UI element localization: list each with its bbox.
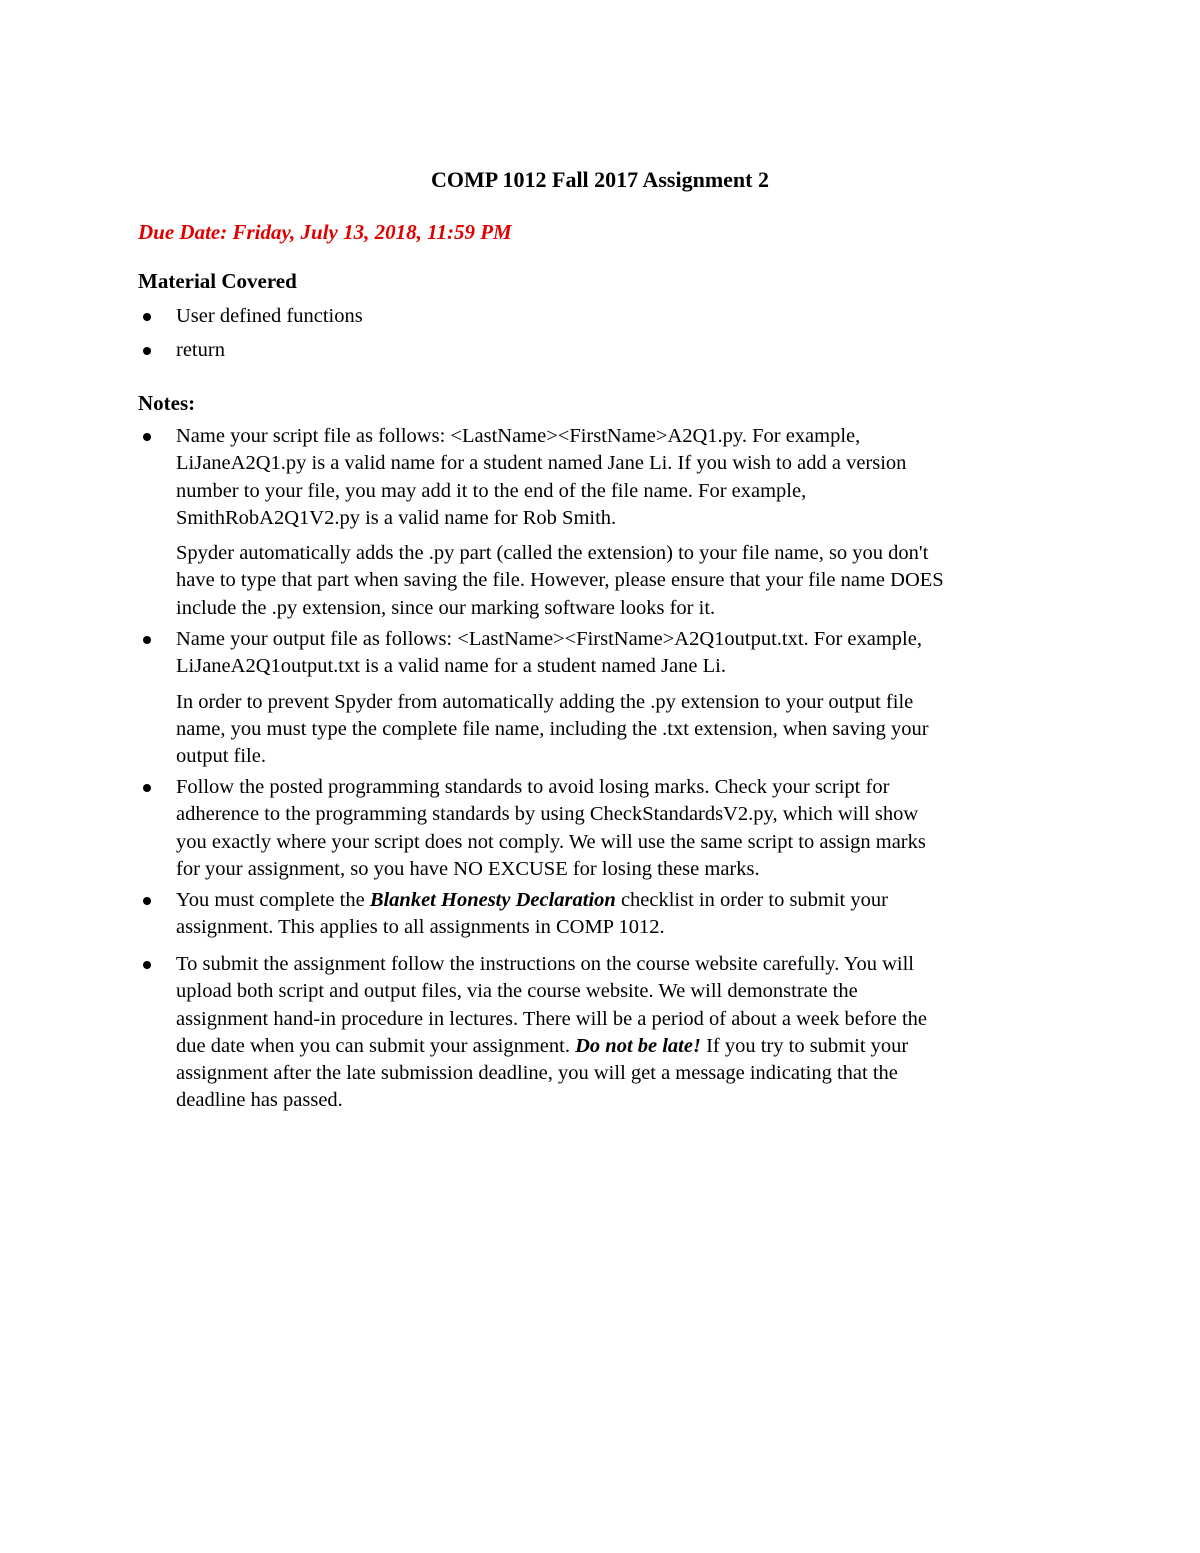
bullet-icon (143, 433, 151, 441)
honesty-declaration-emphasis: Blanket Honesty Declaration (369, 889, 616, 911)
note-line: assignment. This applies to all assignments in COMP 1012. (176, 916, 665, 939)
note-fragment: If you try to submit your (700, 1034, 909, 1057)
notes-heading: Notes: (138, 391, 196, 415)
note-line: you exactly where your script does not comply. We will use the same script to assign marks (176, 830, 926, 853)
note-line (176, 887, 1066, 914)
note-line: upload both script and output files, via the course website. We will demonstrate the (176, 980, 858, 1003)
note-fragment: checklist in order to submit your (615, 889, 888, 911)
note-line: assignment after the late submission deadline, you will get a message indicating that the (176, 1062, 898, 1085)
material-item-text: User defined functions (176, 305, 363, 327)
note-text (176, 887, 1066, 942)
bullet-icon (143, 347, 151, 355)
bullet-icon (143, 636, 151, 644)
note-line: To submit the assignment follow the instructions on the course website carefully. You will (176, 953, 914, 975)
document-title: COMP 1012 Fall 2017 Assignment 2 (431, 167, 769, 192)
note-text (176, 774, 1066, 883)
note-line: output file. (176, 745, 266, 768)
note-line: Name your script file as follows: <LastName><FirstName>A2Q1.py. For example, (176, 425, 861, 447)
note-line: for your assignment, so you have NO EXCUSE for losing these marks. (176, 857, 760, 880)
note-fragment: due date when you can submit your assignment. (176, 1034, 576, 1057)
note-text (176, 626, 1066, 770)
bullet-icon (143, 897, 151, 905)
note-text (176, 423, 1066, 622)
note-line: LiJaneA2Q1output.txt is a valid name for a student named Jane Li. (176, 655, 726, 678)
bullet-icon (143, 313, 151, 321)
note-line: assignment hand-in procedure in lectures. There will be a period of about a week before the (176, 1007, 928, 1030)
note-line (176, 1033, 1066, 1060)
bullet-icon (143, 784, 151, 792)
due-date: Due Date: Friday, July 13, 2018, 11:59 PM (138, 220, 512, 244)
note-paragraph (176, 689, 1066, 771)
bullet-icon (143, 961, 151, 969)
note-paragraph (176, 540, 1066, 622)
note-line: In order to prevent Spyder from automatically adding the .py extension to your output file (176, 690, 914, 713)
note-line: Name your output file as follows: <LastName><FirstName>A2Q1output.txt. For example, (176, 628, 922, 650)
note-line: Spyder automatically adds the .py part (called the extension) to your file name, so you don't (176, 542, 929, 565)
do-not-be-late-emphasis: Do not be late! (575, 1034, 701, 1057)
material-covered-heading: Material Covered (138, 269, 297, 293)
note-line: deadline has passed. (176, 1089, 343, 1112)
note-line: Follow the posted programming standards to avoid losing marks. Check your script for (176, 776, 890, 798)
material-item-text: return (176, 339, 225, 361)
note-line: LiJaneA2Q1.py is a valid name for a student named Jane Li. If you wish to add a version (176, 452, 907, 475)
note-line: include the .py extension, since our marking software looks for it. (176, 596, 716, 619)
note-text (176, 951, 1066, 1115)
note-line: name, you must type the complete file name, including the .txt extension, when saving your (176, 717, 929, 740)
note-fragment: You must complete the (176, 889, 370, 911)
note-line: SmithRobA2Q1V2.py is a valid name for Rob Smith. (176, 506, 617, 529)
note-line: number to your file, you may add it to the end of the file name. For example, (176, 479, 807, 502)
note-line: have to type that part when saving the file. However, please ensure that your file name DOES (176, 569, 944, 592)
note-line: adherence to the programming standards by using CheckStandardsV2.py, which will show (176, 803, 919, 826)
